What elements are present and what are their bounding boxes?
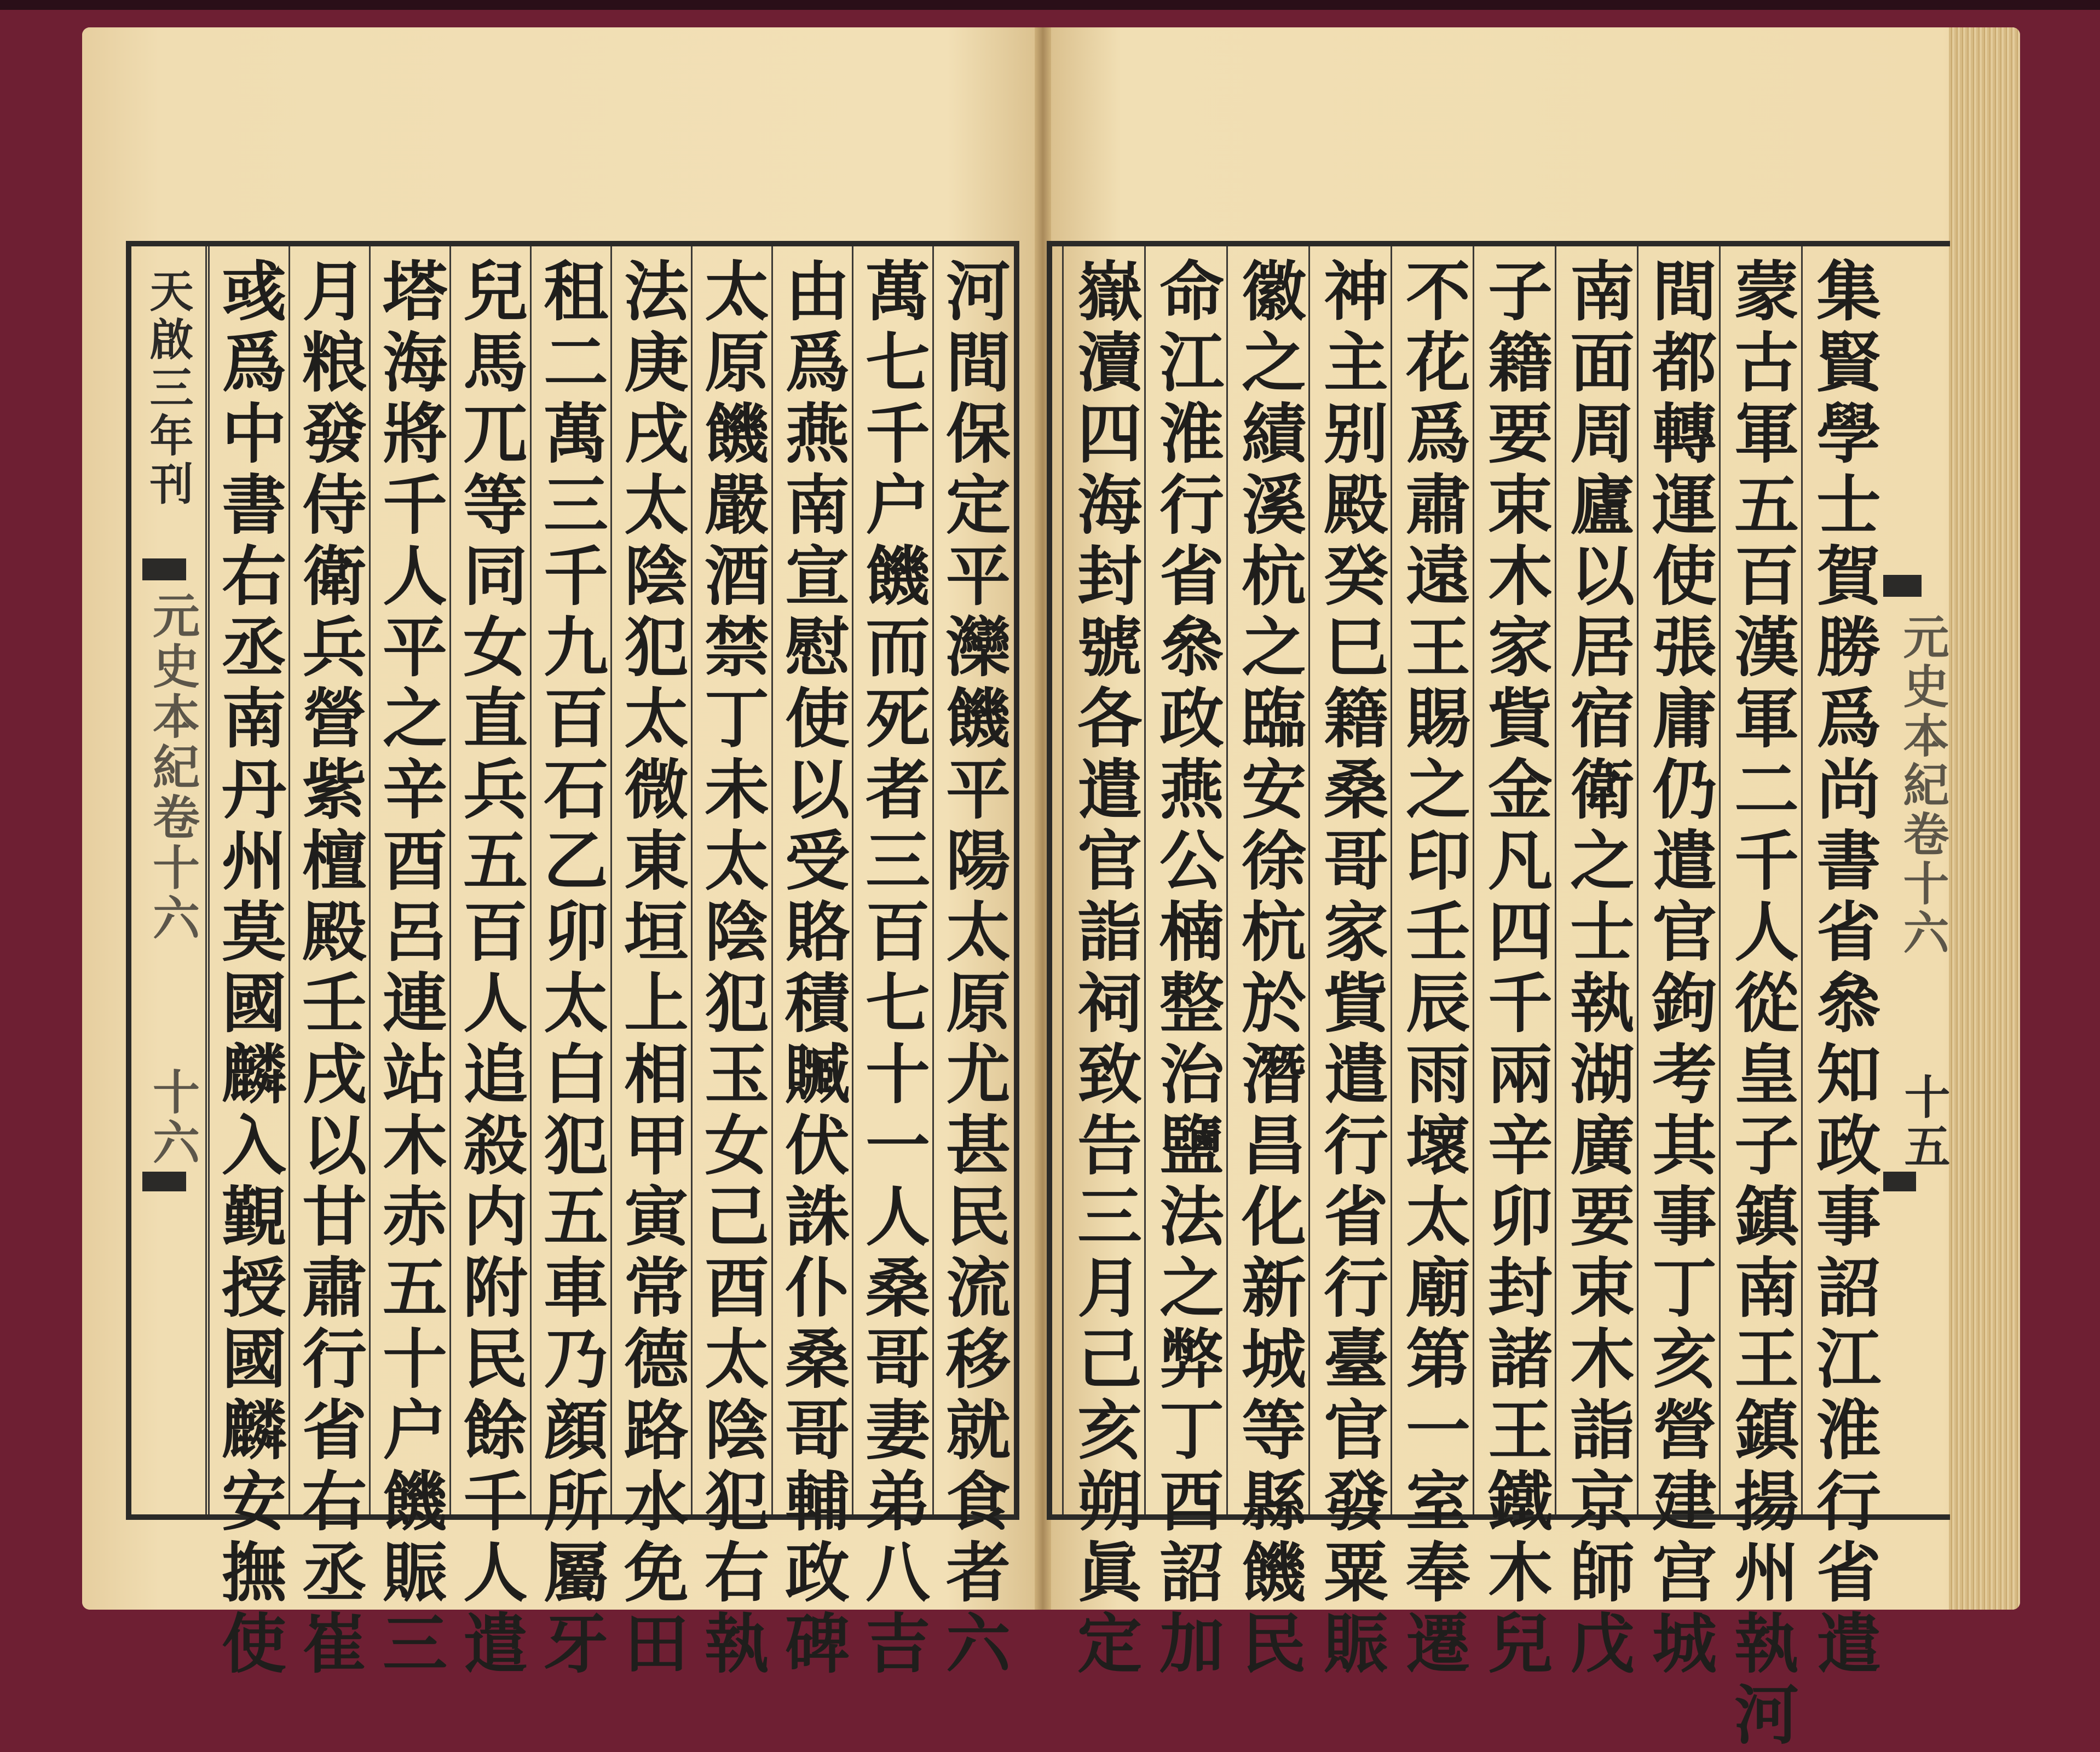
column-rule [208, 246, 210, 1514]
text-column: 萬七千户饑而死者三百七十一人桑哥妻弟八吉 [855, 257, 931, 1681]
column-rule [369, 246, 371, 1514]
fish-tail-mark [1883, 575, 1922, 597]
fish-tail-mark [142, 558, 186, 580]
fish-tail-mark [1883, 1172, 1916, 1191]
column-rule [1555, 246, 1556, 1514]
fish-tail-mark [142, 1172, 186, 1191]
text-column: 間都轉運使張庸仍遣官鉤考其事丁亥營建宫城 [1641, 257, 1717, 1681]
volume-title: 元史本紀卷十六 [145, 591, 200, 944]
text-column: 兒馬兀等同女直兵五百人追殺内附民餘千人遣 [452, 257, 528, 1681]
column-rule [1226, 246, 1228, 1514]
column-rule [771, 246, 773, 1514]
text-column: 徽之績溪杭之臨安徐杭於潛昌化新城等縣饑民 [1231, 257, 1307, 1681]
volume-title: 元史本紀卷十六 [1896, 613, 1950, 958]
column-rule [1144, 246, 1146, 1514]
column-rule [530, 246, 532, 1514]
column-rule [289, 246, 290, 1514]
text-column: 嶽瀆四海封號各遣官詣祠致告三月己亥朔眞定 [1066, 257, 1143, 1681]
column-rule [1391, 246, 1392, 1514]
text-column: 太原饑嚴酒禁丁未太陰犯玉女己酉太陰犯右執 [694, 257, 770, 1681]
text-column: 月粮發侍衛兵營紫檀殿壬戌以甘肅行省右丞崔 [291, 257, 367, 1681]
column-rule [1062, 246, 1064, 1514]
print-date-label: 天啟三年刊 [142, 268, 194, 509]
column-rule [1637, 246, 1639, 1514]
column-rule [1473, 246, 1474, 1514]
text-column: 法庚戌太陰犯太微東垣上相甲寅常德路水免田 [613, 257, 689, 1681]
text-column: 南面周廬以居宿衛之士執湖廣要束木詣京師戊 [1559, 257, 1635, 1681]
column-rule [610, 246, 612, 1514]
text-column: 不花爲肅遠王賜之印壬辰雨壞太廟第一室奉遷 [1395, 257, 1471, 1681]
text-column: 塔海將千人平之辛酉呂連站木赤五十户饑賑三 [372, 257, 448, 1681]
left-banxin [131, 252, 203, 1509]
column-rule [449, 246, 451, 1514]
column-rule [1719, 246, 1721, 1514]
column-rule [932, 246, 934, 1514]
page-edges [1949, 27, 2020, 1610]
column-rule [1801, 246, 1803, 1514]
text-column: 命江淮行省叅政燕公楠整治鹽法之弊丁酉詔加 [1149, 257, 1225, 1681]
right-banxin [1883, 33, 1952, 1604]
column-rule [1308, 246, 1310, 1514]
text-column: 彧爲中書右丞南丹州莫國麟入覲授國麟安撫使 [211, 257, 287, 1681]
text-column: 河間保定平灤饑平陽太原尤甚民流移就食者六 [935, 257, 1011, 1681]
text-column: 蒙古軍五百漢軍二千人從皇子鎮南王鎮揚州執河 [1723, 257, 1799, 1752]
text-column: 神主别殿癸巳籍桑哥家貲遣行省行臺官發粟賑 [1313, 257, 1389, 1681]
page-number: 十五 [1897, 1073, 1951, 1172]
text-column: 子籍要束木家貲金凡四千兩辛卯封諸王鐵木兒 [1477, 257, 1553, 1681]
background-strip [0, 0, 2100, 10]
text-column: 集賢學士賀勝爲尚書省叅知政事詔江淮行省遣 [1805, 257, 1882, 1681]
column-rule [691, 246, 693, 1514]
text-column: 租二萬三千九百石乙卯太白犯五車乃顔所屬牙 [533, 257, 609, 1681]
column-rule [205, 246, 207, 1514]
page-number: 十六 [145, 1068, 200, 1168]
column-rule [852, 246, 853, 1514]
text-column: 由爲燕南宣慰使以受賂積贓伏誅仆桑哥輔政碑 [774, 257, 850, 1681]
